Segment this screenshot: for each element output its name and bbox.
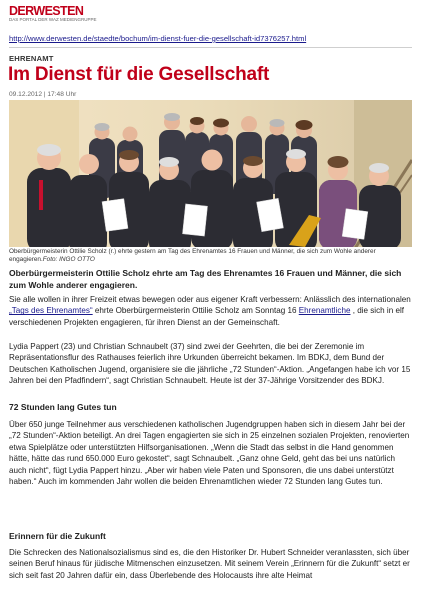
paragraph-3: Über 650 junge Teilnehmer aus verschiedenen katholischen Jugendgruppen haben sich in diesem Jahr bei der „72 Stunden“-Aktion beteiligt. An drei Tagen engagierten sie sich in 25 einzelnen sozialen Projekten, renovierten etwa Spielplätze oder unterstützten Hilfsorganisationen. „Wenn die Stadt das selbst in die Hand genommen hätte, hätte das rund 650.000 Euro gekostet“, sagt Schnaubelt. „Ganz ohne Geld, geht das bei uns natürlich auch nicht“, fügt Lydia Pappert hinzu. „Aber wir haben viele Paten und Sponsoren, die uns dabei unterstützt haben.“ Auch im kommenden Jahr wollen die beiden Ehrenamtlichen wieder 72 Stunden lang Gutes tun.	[9, 420, 410, 487]
divider	[9, 47, 412, 48]
link-tag-des-ehrenamtes[interactable]: „Tags des Ehrenamtes“	[9, 306, 93, 316]
brand-tagline: DAS PORTAL DER WAZ MEDIENGRUPPE	[9, 17, 97, 22]
paragraph-2: Lydia Pappert (23) und Christian Schnaubelt (37) sind zwei der Geehrten, die bei der Zeremonie im Repräsentationsflur des Rathauses feierlich ihre Urkunden überreicht bekamen. Im BDKJ, dem Bund der Deutschen Katholischen Jugend, organisiere sie die jährliche „72 Stunden“-Aktion. „Angefangen habe ich vor 15 Jahren bei den Pfadfindern“, sagt Christian Schnaubelt. Heute ist der 37-Jährige Vorsitzender des BDKJ.	[9, 342, 411, 386]
article-lead: Oberbürgermeisterin Ottilie Scholz ehrte am Tag des Ehrenamtes 16 Frauen und Männer, die sich zum Wohle anderer engagieren.	[9, 268, 402, 290]
paragraph-4: Die Schrecken des Nationalsozialismus sind es, die den Historiker Dr. Hubert Schneider veranlassten, sich über seinen Beruf hinaus für jüdische Mitmenschen einzusetzen. Mit seinem Verein „Erinnern für die Zukunft“ setzt er sich seit fast 20 Jahren dafür ein, dass Überlebende des Holocausts ihre alte Heimat	[9, 548, 410, 580]
article-kicker: EHRENAMT	[9, 54, 54, 63]
article-photo	[9, 100, 412, 247]
article-url-link[interactable]: http://www.derwesten.de/staedte/bochum/im-dienst-fuer-die-gesellschaft-id7376257.html	[9, 34, 307, 43]
paragraph-1-text-a: Sie alle wollen in ihrer Freizeit etwas bewegen oder aus eigener Kraft verbessern: Anlässlich des internationalen	[9, 295, 411, 304]
brand-name	[9, 4, 84, 18]
brand-logo[interactable]	[9, 4, 97, 27]
link-ehrenamtliche[interactable]: Ehrenamtliche	[298, 306, 351, 316]
subheading-erinnern: Erinnern für die Zukunft	[9, 531, 106, 541]
photo-credit: Foto: INGO OTTO	[42, 256, 95, 263]
article-dateline: 09.12.2012 | 17:48 Uhr	[9, 91, 77, 98]
subheading-72-stunden: 72 Stunden lang Gutes tun	[9, 402, 117, 412]
paragraph-1	[9, 294, 413, 328]
caption-text: Oberbürgermeisterin Ottilie Scholz (r.) ehrte gestern am Tag des Ehrenamtes 16 Frauen und Männer, die sich zum Wohle anderer engagieren.	[9, 248, 376, 263]
article-headline: Im Dienst für die Gesellschaft	[8, 64, 270, 85]
paragraph-1-text-c: , die sich in elf verschiedenen Projekten engagieren, für ihren Dienst an der Gemeinschaft.	[9, 306, 405, 327]
brand-name-main: WESTEN	[33, 4, 84, 18]
paragraph-1-text-b: ehrte Oberbürgermeisterin Ottilie Scholz am Sonntag 16	[92, 306, 299, 316]
photo-caption	[9, 248, 413, 264]
brand-name-prefix: DER	[9, 4, 34, 18]
